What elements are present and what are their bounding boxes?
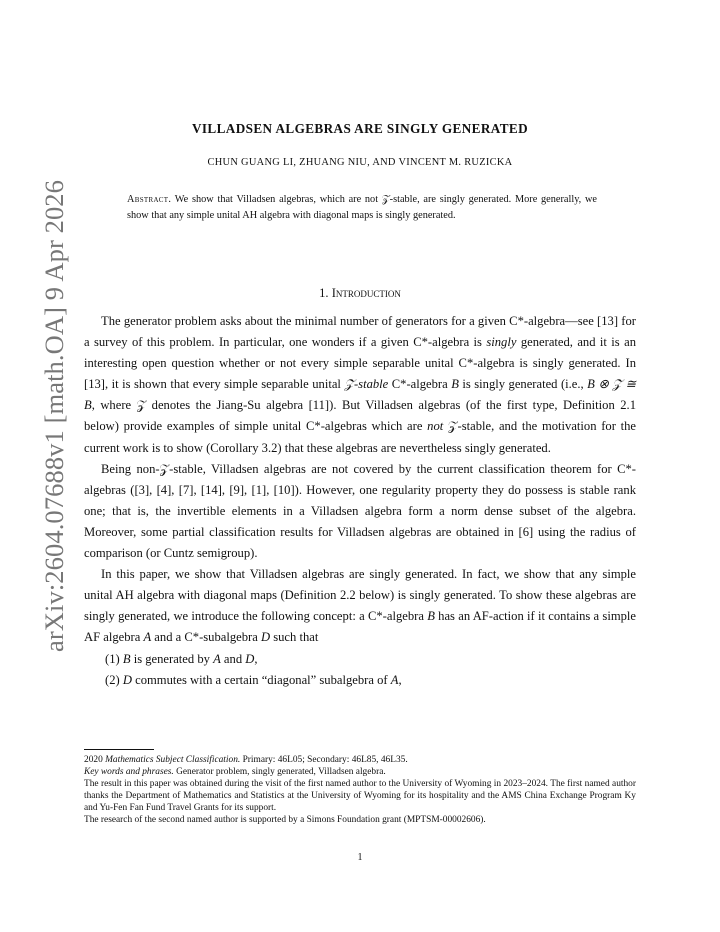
section-number: 1. bbox=[319, 286, 329, 300]
emphasis: not bbox=[427, 419, 444, 434]
text-run: has an AF-action if it contains a simple AF algebra bbox=[84, 609, 636, 645]
text-run: 2020 bbox=[84, 755, 106, 765]
abstract-label: Abstract. bbox=[127, 194, 172, 205]
page-number: 1 bbox=[357, 852, 363, 863]
arxiv-identifier: arXiv:2604.07688v1 [math.OA] 9 Apr 2026 bbox=[39, 179, 69, 652]
msc-footnote bbox=[84, 754, 636, 766]
text-run: C*-algebra bbox=[388, 377, 452, 392]
footnote-rule bbox=[84, 749, 154, 750]
list-item bbox=[84, 649, 636, 670]
text-run: , where 𝒵 denotes the Jiang-Su algebra [11]). But Villadsen algebras (of the first type, Definition 2.1 below) provide examples of simple unital C*-algebras which are bbox=[84, 398, 636, 434]
math: B bbox=[122, 651, 131, 666]
abstract bbox=[127, 192, 597, 225]
text-run: , bbox=[254, 651, 258, 666]
abstract-text: We show that Villadsen algebras, which are not 𝒵-stable, are singly generated. More generally, we show that any simple unital AH algebra with diagonal maps is singly generated. bbox=[127, 194, 597, 222]
math: A bbox=[213, 651, 221, 666]
math: B bbox=[451, 377, 459, 392]
list-number: (2) bbox=[105, 672, 120, 687]
math: A bbox=[143, 630, 152, 645]
text-run: The generator problem asks about the minimal number of generators for a given C*-algebra—see [13] for a survey of this problem. In particular, one wonders if a given C*-algebra is bbox=[84, 314, 636, 350]
acknowledgment-footnote: The result in this paper was obtained during the visit of the first named author to the University of Wyoming in 2023–2024. The first named author thanks the Department of Mathematics and Statistics at the University of Wyoming for its hospitality and the AMS China Exchange Program Ky and Yu-Fen Fan Fund Travel Grants for its support. bbox=[84, 779, 636, 814]
keywords-footnote bbox=[84, 766, 636, 778]
list-number: (1) bbox=[105, 651, 120, 666]
text-run: and bbox=[220, 651, 246, 666]
math: B bbox=[427, 609, 435, 624]
text-run: Primary: 46L05; Secondary: 46L85, 46L35. bbox=[240, 755, 408, 765]
text-run: 𝒵-stable, and the motivation for the current work is to show (Corollary 3.2) that these algebras are nevertheless singly generated. bbox=[84, 419, 636, 455]
footnotes bbox=[84, 754, 636, 827]
paper-title: VILLADSEN ALGEBRAS ARE SINGLY GENERATED bbox=[191, 121, 529, 136]
arxiv-sidebar bbox=[19, 179, 69, 652]
text-run: such that bbox=[270, 630, 319, 645]
section-heading bbox=[84, 286, 636, 301]
emphasis: singly bbox=[486, 335, 517, 350]
text-run: and a C*-subalgebra bbox=[151, 630, 261, 645]
text-run: is generated by bbox=[130, 651, 214, 666]
list-item bbox=[84, 670, 636, 691]
paper-authors: CHUN GUANG LI, ZHUANG NIU, AND VINCENT M. RUZICKA bbox=[207, 157, 513, 168]
paragraph-1 bbox=[84, 311, 636, 459]
footnote-label: Key words and phrases. bbox=[84, 767, 174, 778]
text-run: In this paper, we show that Villadsen algebras are singly generated. In fact, we show that any simple unital AH algebra with diagonal maps (Definition 2.2 below) is singly generated. To show these algebras are singly generated, we introduce the following concept: a C*-algebra bbox=[84, 567, 636, 624]
section-title: Introduction bbox=[331, 286, 401, 300]
paragraph-3 bbox=[84, 564, 636, 648]
main-text bbox=[84, 311, 636, 691]
emphasis: 𝒵-stable bbox=[344, 377, 389, 392]
text-run: , bbox=[398, 672, 402, 687]
math: A bbox=[390, 672, 399, 687]
text-run: Generator problem, singly generated, Villadsen algebra. bbox=[173, 767, 386, 778]
footnote-label: Mathematics Subject Classification. bbox=[105, 755, 241, 765]
text-run: generated, and it is an interesting open question whether or not every simple separable unital C*-algebra is singly generated. In [13], it is shown that every simple separable unital bbox=[84, 335, 636, 392]
math: D bbox=[245, 651, 255, 666]
text-run: is singly generated (i.e., bbox=[458, 377, 588, 392]
math: D bbox=[122, 672, 132, 687]
math: D bbox=[260, 630, 271, 645]
funding-footnote: The research of the second named author is supported by a Simons Foundation grant (MPTSM-00002606). bbox=[84, 815, 486, 826]
paragraph-2: Being non-𝒵-stable, Villadsen algebras are not covered by the current classification theorem for C*-algebras ([3], [4], [7], [14], [9], [1], [10]). However, one regularity property they do possess is stable rank one; that is, the invertible elements in a Villadsen algebra form a norm dense subset of the algebra. Moreover, some partial classification results for Villadsen algebras are obtained in [6] using the radius of comparison (or Cuntz semigroup). bbox=[84, 461, 636, 561]
math: B ⊗ 𝒵 ≅ B bbox=[84, 377, 636, 413]
text-run: commutes with a certain “diagonal” subalgebra of bbox=[131, 672, 391, 687]
